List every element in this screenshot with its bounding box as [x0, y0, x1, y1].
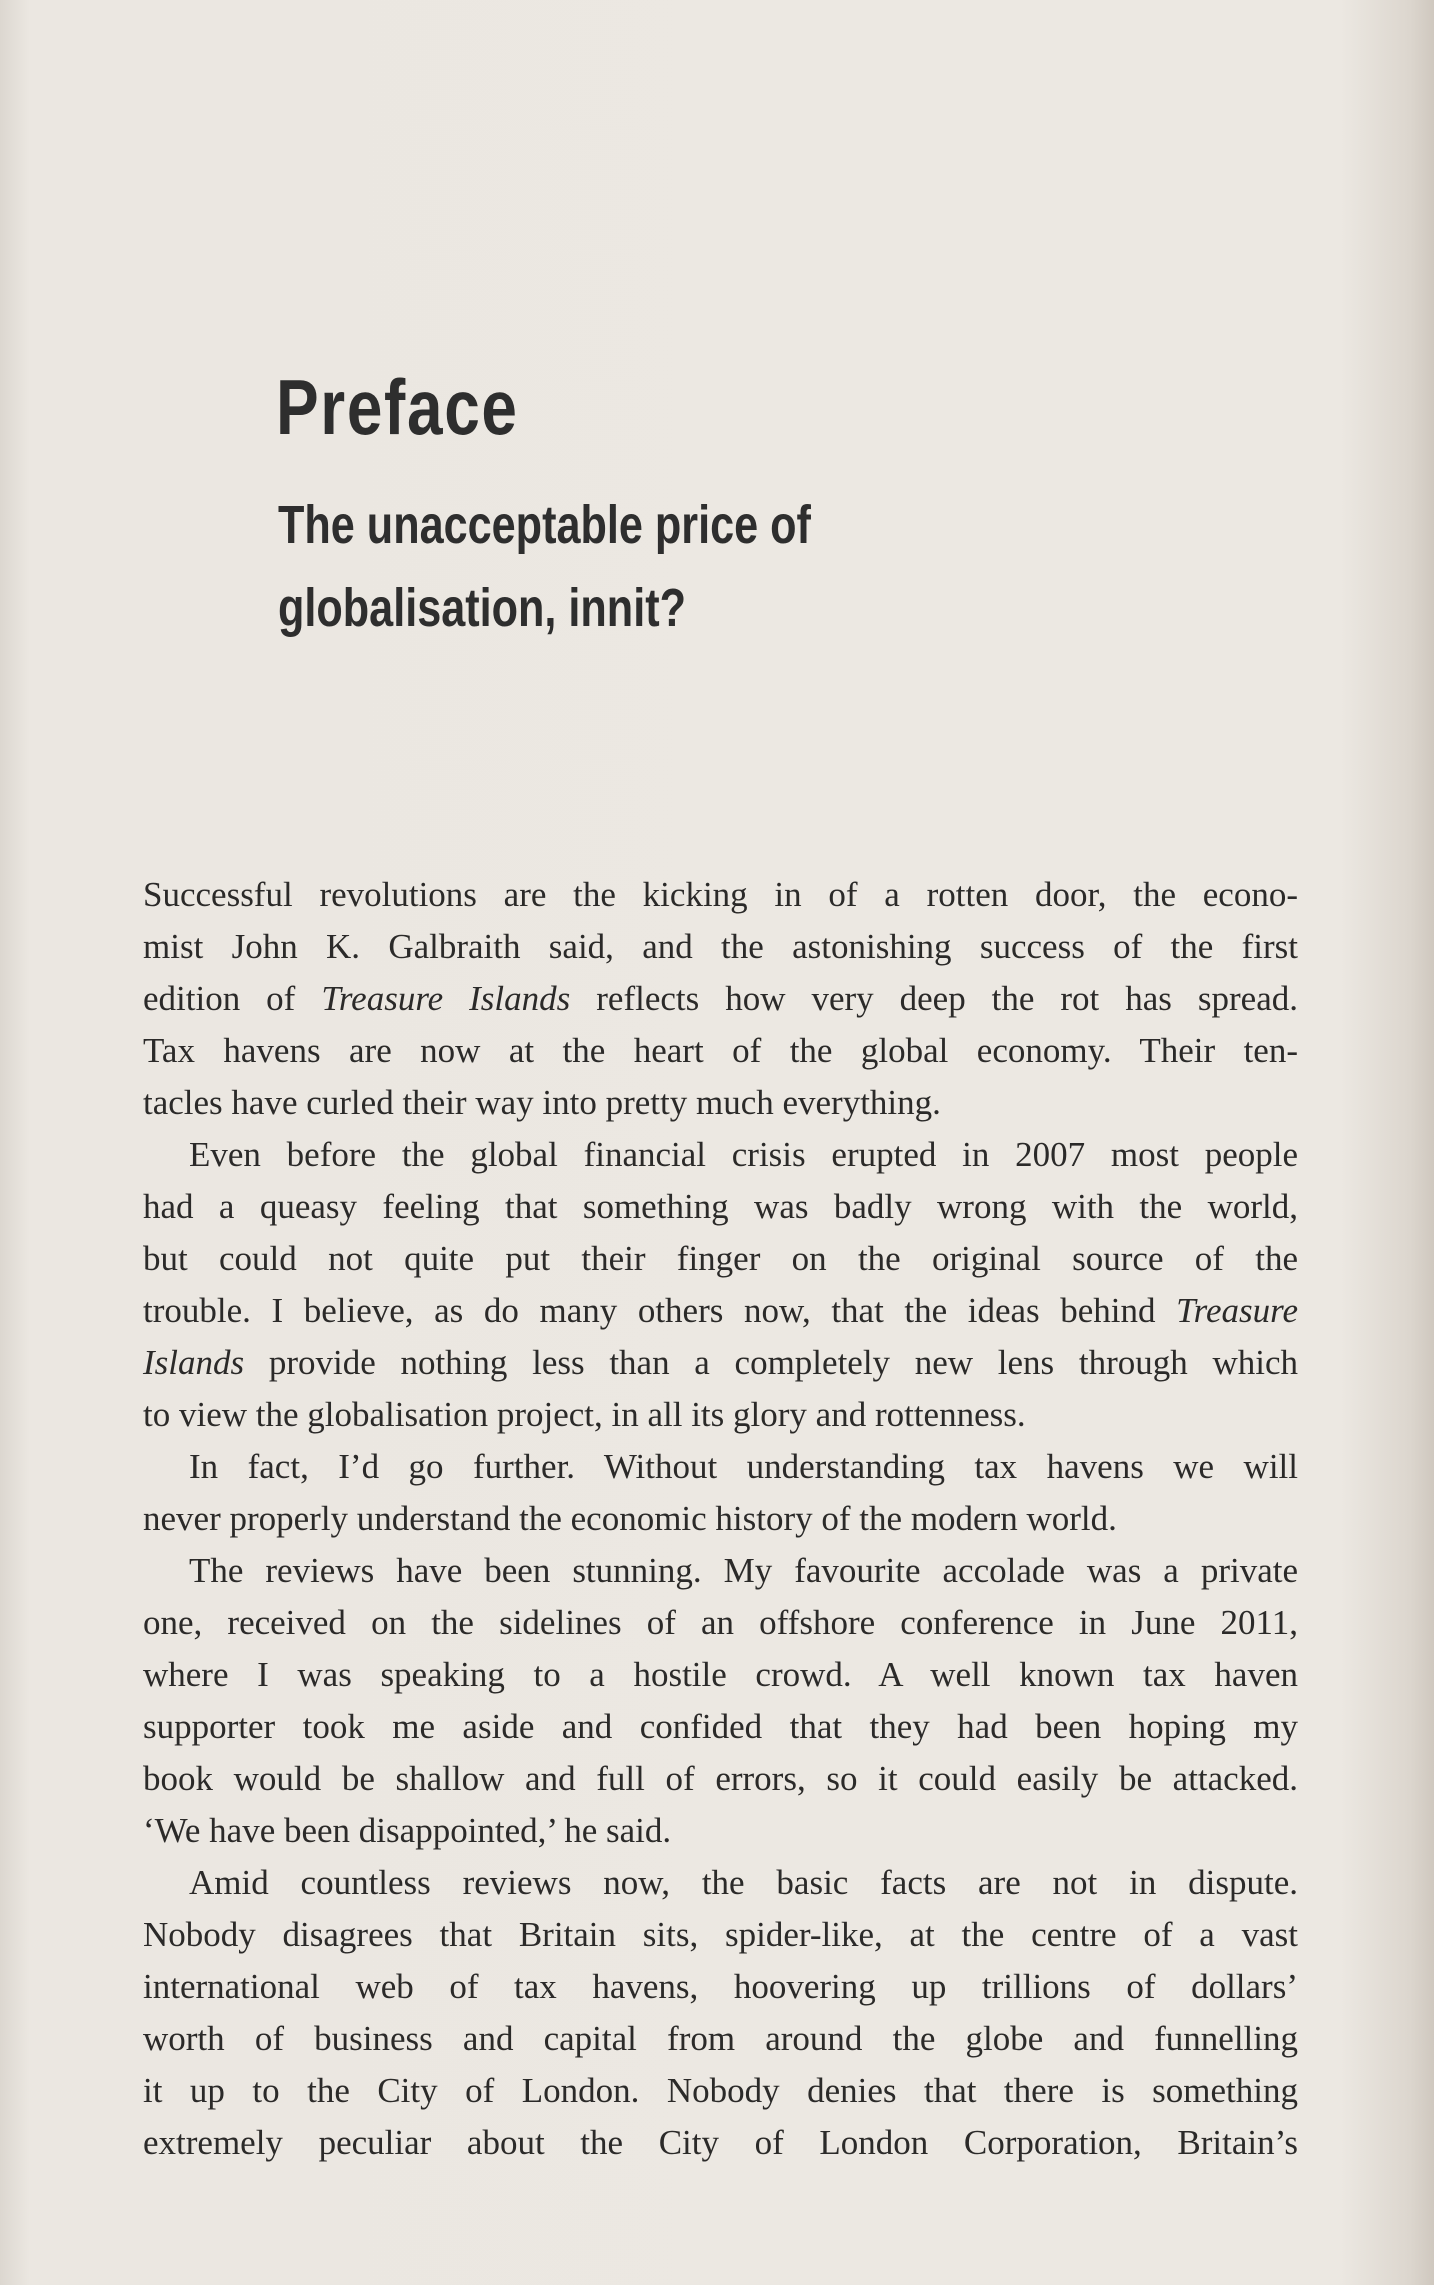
- text-line: [143, 2065, 1298, 2117]
- text-segment: The reviews have been stunning. My favourite accolade was a private: [189, 1551, 1298, 1590]
- italic-title-text: Treasure: [1176, 1291, 1298, 1330]
- text-line: [143, 1129, 1298, 1181]
- text-segment: ‘We have been disappointed,’ he said.: [143, 1811, 672, 1850]
- text-segment: it up to the City of London. Nobody denies that there is something: [143, 2071, 1298, 2110]
- text-segment: supporter took me aside and confided that they had been hoping my: [143, 1707, 1298, 1746]
- text-line: [143, 1181, 1298, 1233]
- italic-title-text: Treasure Islands: [321, 979, 571, 1018]
- text-line: [143, 1961, 1298, 2013]
- text-line: [143, 1285, 1298, 1337]
- chapter-title: Preface: [276, 363, 519, 451]
- text-segment: one, received on the sidelines of an offshore conference in June 2011,: [143, 1603, 1298, 1642]
- text-segment: tacles have curled their way into pretty much everything.: [143, 1083, 941, 1122]
- text-line: [143, 1441, 1298, 1493]
- chapter-subtitle: [278, 484, 811, 650]
- italic-title-text: Islands: [143, 1343, 245, 1382]
- text-line: [143, 1389, 1298, 1441]
- text-segment: Amid countless reviews now, the basic facts are not in dispute.: [189, 1863, 1298, 1902]
- text-segment: book would be shallow and full of errors, so it could easily be attacked.: [143, 1759, 1298, 1798]
- text-segment: reflects how very deep the rot has spread.: [570, 979, 1298, 1018]
- text-segment: international web of tax havens, hoovering up trillions of dollars’: [143, 1967, 1298, 2006]
- text-line: [143, 921, 1298, 973]
- text-line: [143, 1805, 1298, 1857]
- text-segment: edition of: [143, 979, 322, 1018]
- text-segment: where I was speaking to a hostile crowd. A well known tax haven: [143, 1655, 1298, 1694]
- text-segment: to view the globalisation project, in all its glory and rottenness.: [143, 1395, 1026, 1434]
- text-segment: Even before the global financial crisis erupted in 2007 most people: [189, 1135, 1298, 1174]
- text-line: [143, 1753, 1298, 1805]
- text-line: [143, 1337, 1298, 1389]
- text-segment: Tax havens are now at the heart of the global economy. Their ten-: [143, 1031, 1298, 1070]
- text-segment: mist John K. Galbraith said, and the astonishing success of the first: [143, 927, 1298, 966]
- text-line: [143, 2117, 1298, 2169]
- text-segment: worth of business and capital from around the globe and funnelling: [143, 2019, 1298, 2058]
- text-segment: Nobody disagrees that Britain sits, spider-like, at the centre of a vast: [143, 1915, 1298, 1954]
- text-line: [143, 1649, 1298, 1701]
- text-line: [143, 1909, 1298, 1961]
- text-line: [143, 1701, 1298, 1753]
- text-line: [143, 869, 1298, 921]
- subtitle-line: globalisation, innit?: [278, 578, 686, 638]
- text-line: [143, 1025, 1298, 1077]
- subtitle-line: The unacceptable price of: [278, 495, 811, 555]
- text-segment: but could not quite put their finger on the original source of the: [143, 1239, 1298, 1278]
- text-line: [143, 1545, 1298, 1597]
- text-line: [143, 2013, 1298, 2065]
- text-segment: never properly understand the economic history of the modern world.: [143, 1499, 1117, 1538]
- text-line: [143, 1077, 1298, 1129]
- text-segment: trouble. I believe, as do many others now, that the ideas behind: [143, 1291, 1177, 1330]
- text-segment: extremely peculiar about the City of London Corporation, Britain’s: [143, 2123, 1298, 2162]
- text-line: [143, 1597, 1298, 1649]
- text-segment: In fact, I’d go further. Without understanding tax havens we will: [189, 1447, 1298, 1486]
- body-text: [143, 869, 1298, 2169]
- text-line: [143, 1857, 1298, 1909]
- text-line: [143, 973, 1298, 1025]
- text-line: [143, 1233, 1298, 1285]
- text-line: [143, 1493, 1298, 1545]
- text-segment: had a queasy feeling that something was badly wrong with the world,: [143, 1187, 1298, 1226]
- text-segment: Successful revolutions are the kicking in of a rotten door, the econo-: [143, 875, 1298, 914]
- text-segment: provide nothing less than a completely new lens through which: [244, 1343, 1298, 1382]
